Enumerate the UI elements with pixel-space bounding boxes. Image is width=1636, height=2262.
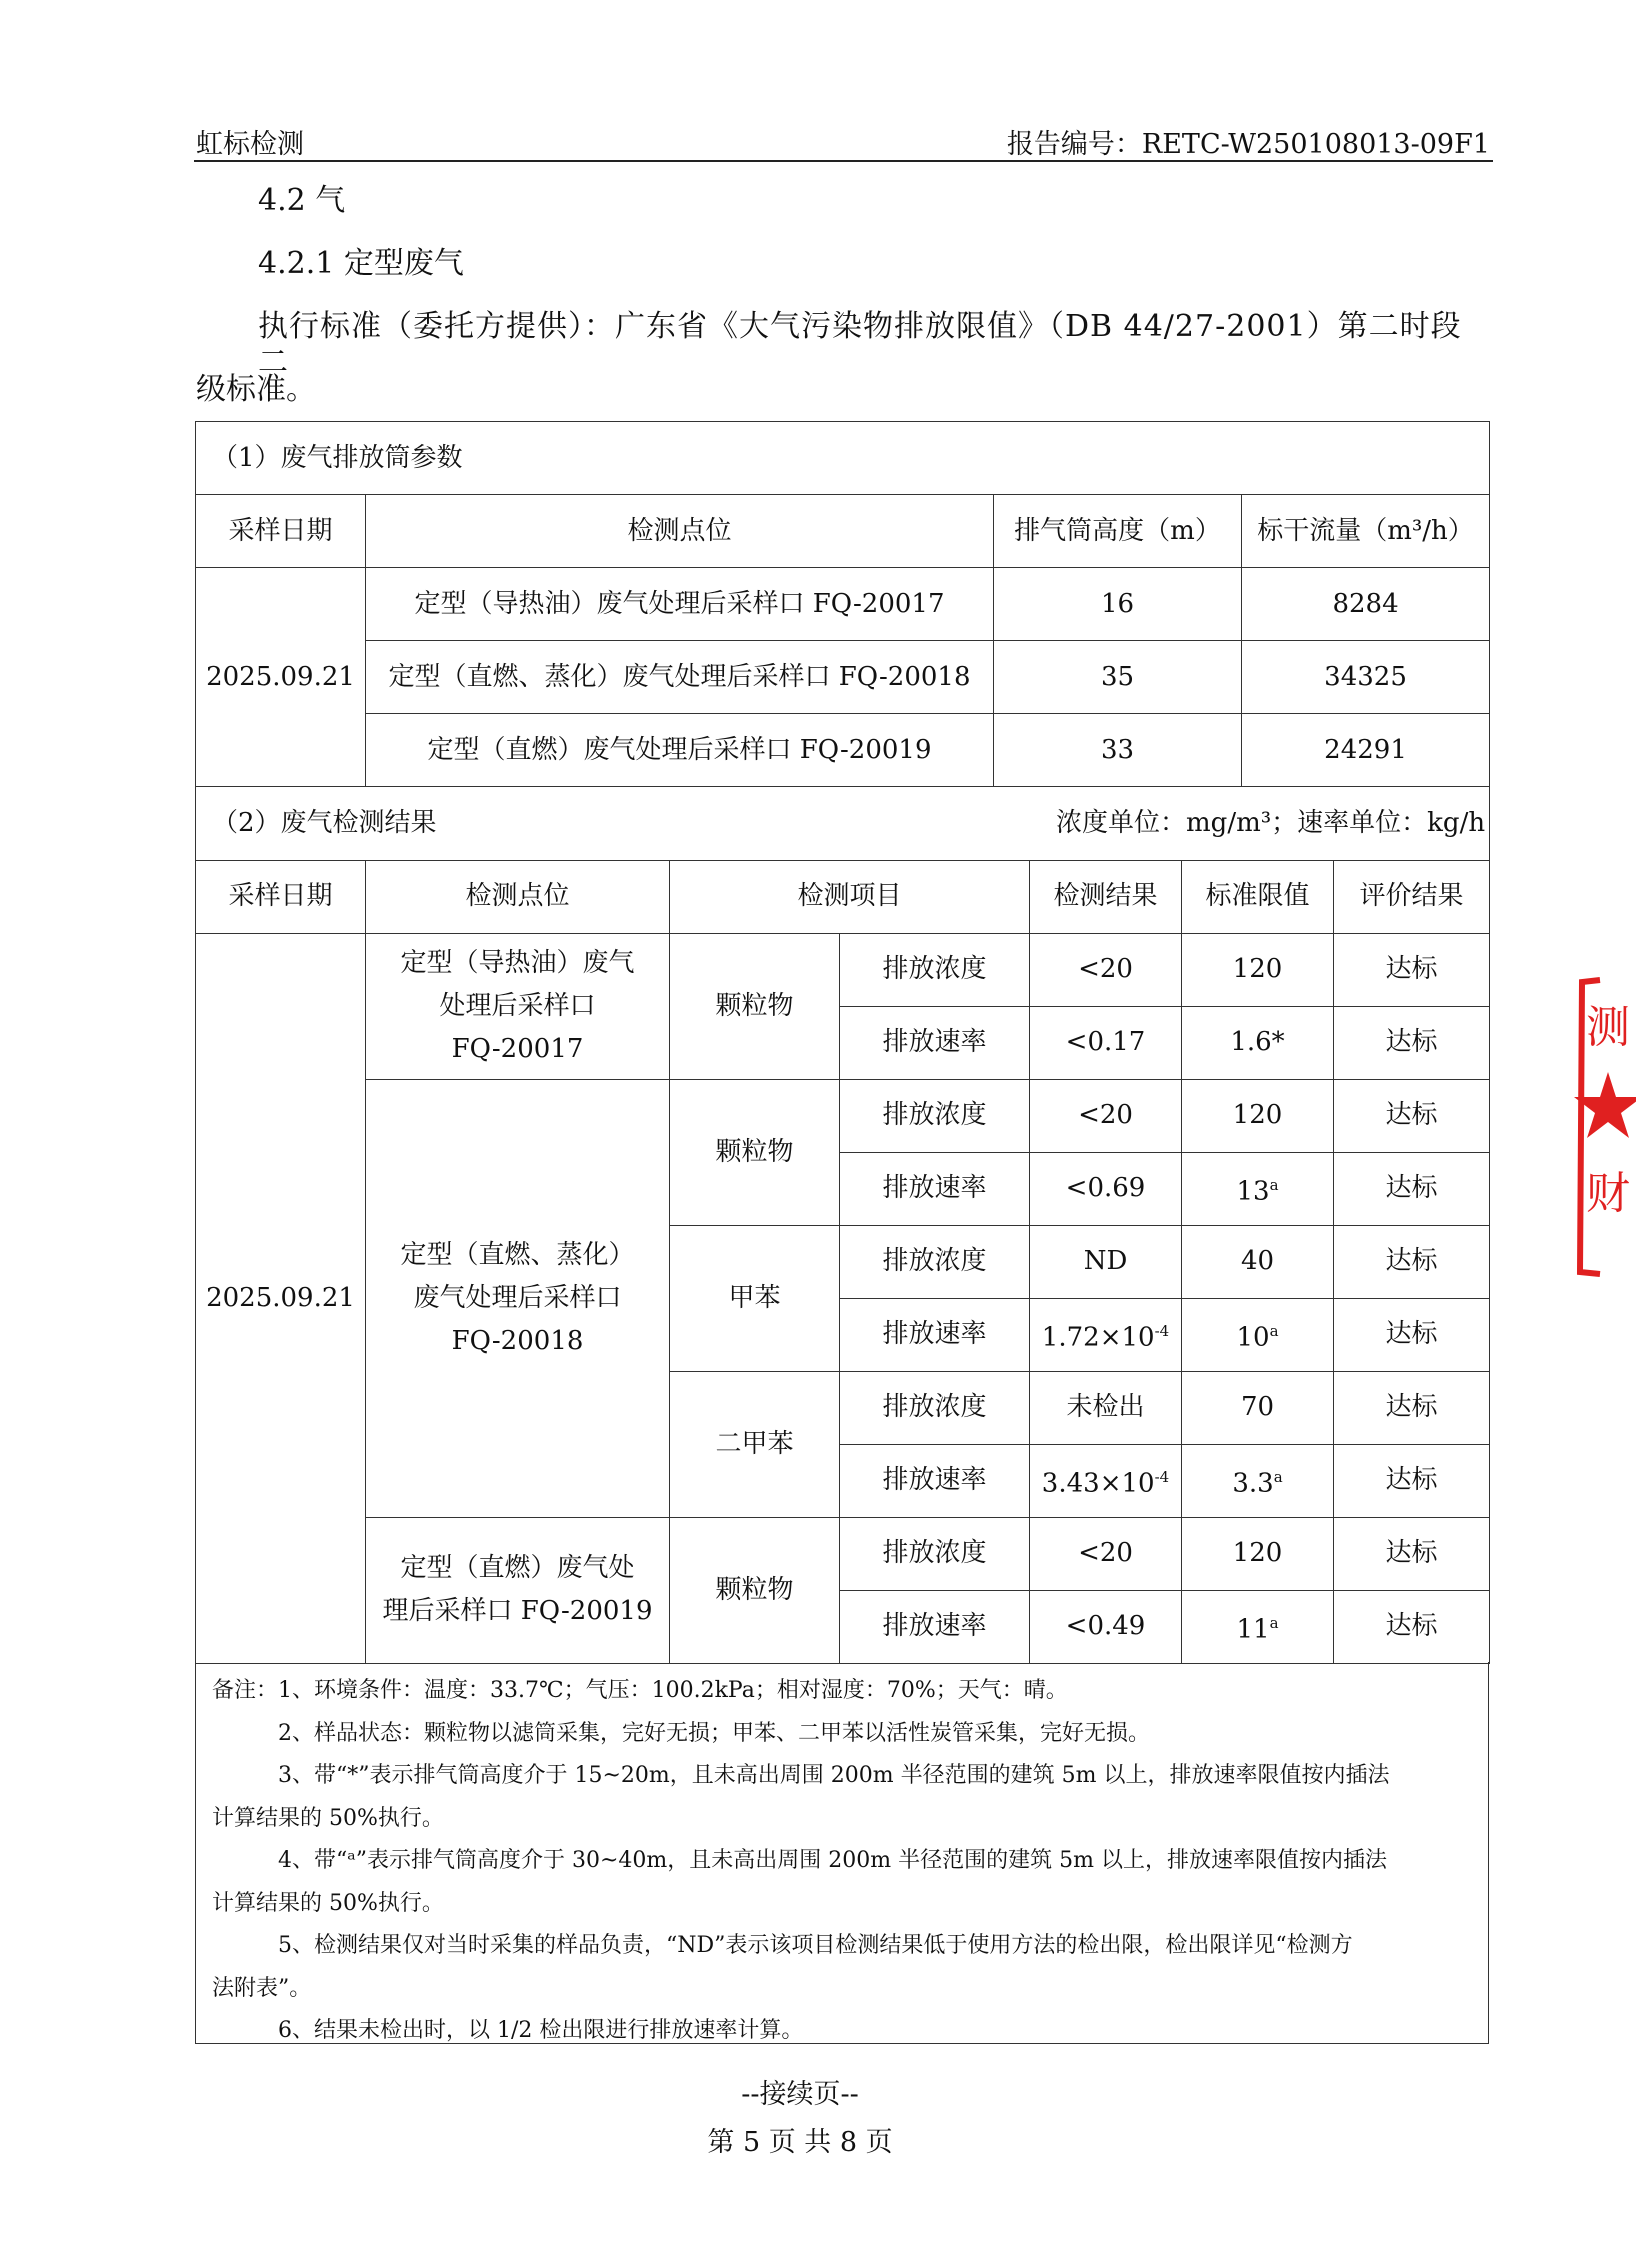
limit-text: 70 [1240,1392,1275,1422]
limit-value [1182,1444,1334,1517]
stack-parameter-table [195,421,1490,787]
note-5-cont: 法附表”。 [212,1975,312,2001]
limit-text: 120 [1232,1100,1283,1130]
table1-height: 33 [994,714,1242,787]
table1-flow: 34325 [1242,641,1490,714]
eval-value: 达标 [1334,1006,1490,1079]
item-toluene: 甲苯 [670,1225,840,1371]
note-3: 3、带“*”表示排气筒高度介于 15~20m，且未高出周围 200m 半径范围的建筑 5m 以上，排放速率限值按内插法 [278,1763,1390,1788]
metric-conc: 排放浓度 [840,1079,1030,1152]
table-row [196,1079,1490,1152]
limit-value [1182,1371,1334,1444]
note-1: 备注：1、环境条件：温度：33.7℃；气压：100.2kPa；相对湿度：70%；天气：晴。 [212,1678,1068,1703]
notes-box [195,1662,1489,2044]
result-value: <20 [1030,1079,1182,1152]
eval-value: 达标 [1334,1225,1490,1298]
result-value [1030,1444,1182,1517]
table1-date: 2025.09.21 [196,568,366,787]
limit-sup: a [1269,1321,1279,1340]
table1-point: 定型（直燃、蒸化）废气处理后采样口 FQ-20018 [366,641,994,714]
table2-header-result: 检测结果 [1030,860,1182,933]
section-4-2-1: 4.2.1 定型废气 [258,246,464,281]
limit-value [1182,1517,1334,1590]
limit-value [1182,933,1334,1006]
point-line: 处理后采样口 [439,990,596,1021]
table2-point-fq20018 [366,1079,670,1517]
table1-flow: 8284 [1242,568,1490,641]
report-number: 报告编号：RETC-W250108013-09F1 [1006,129,1490,160]
note-5: 5、检测结果仅对当时采集的样品负责，“ND”表示该项目检测结果低于使用方法的检出限，检出限详见“检测方 [278,1933,1353,1958]
metric-rate: 排放速率 [840,1444,1030,1517]
table2-header-date: 采样日期 [196,860,366,933]
continue-marker: --接续页-- [741,2079,859,2110]
table1-header-height: 排气筒高度（m） [994,495,1242,568]
point-line: 定型（直燃、蒸化） [400,1239,635,1270]
exhaust-result-table [195,787,1490,1664]
limit-value [1182,1079,1334,1152]
eval-value: 达标 [1334,1079,1490,1152]
limit-text: 13 [1236,1176,1270,1207]
limit-text: 40 [1240,1246,1275,1276]
table-row [196,933,1490,1006]
result-value: <20 [1030,933,1182,1006]
page-number: 第 5 页 共 8 页 [707,2127,893,2158]
table2-header-item: 检测项目 [670,860,1030,933]
table2-point-fq20019 [366,1517,670,1663]
result-value: <0.69 [1030,1152,1182,1225]
limit-text: 3.3 [1232,1468,1274,1499]
stamp-char-2: 财 [1586,1168,1630,1219]
metric-rate: 排放速率 [840,1006,1030,1079]
eval-value: 达标 [1334,1152,1490,1225]
limit-text: 120 [1232,954,1283,984]
table2-header-limit: 标准限值 [1182,860,1334,933]
point-line: FQ-20018 [451,1325,584,1356]
table2-units: 浓度单位：mg/m³；速率单位：kg/h [1056,807,1486,838]
eval-value: 达标 [1334,1298,1490,1371]
header-divider [194,160,1493,162]
limit-text: 10 [1236,1322,1270,1353]
result-value: <0.49 [1030,1590,1182,1663]
limit-sup: a [1269,1613,1279,1632]
limit-value [1182,1225,1334,1298]
metric-conc: 排放浓度 [840,933,1030,1006]
table2-header-eval: 评价结果 [1334,860,1490,933]
table-row [196,568,1490,641]
table-row [196,714,1490,787]
metric-rate: 排放速率 [840,1152,1030,1225]
seal-stamp-icon [1556,972,1636,1282]
table1-title: （1）废气排放筒参数 [196,422,1490,495]
result-value: ND [1030,1225,1182,1298]
table1-header-flow: 标干流量（m³/h） [1242,495,1490,568]
table1-height: 16 [994,568,1242,641]
limit-value [1182,1590,1334,1663]
result-text: 1.72×10 [1041,1322,1155,1353]
table-row [196,1517,1490,1590]
metric-rate: 排放速率 [840,1590,1030,1663]
eval-value: 达标 [1334,1444,1490,1517]
company-name: 虹标检测 [196,129,304,160]
point-line: 理后采样口 FQ-20019 [382,1596,653,1626]
eval-value: 达标 [1334,1517,1490,1590]
table1-header-date: 采样日期 [196,495,366,568]
table1-height: 35 [994,641,1242,714]
table2-header-point: 检测点位 [366,860,670,933]
metric-conc: 排放浓度 [840,1517,1030,1590]
result-value [1030,1298,1182,1371]
standard-text-line2: 级标准。 [196,372,316,407]
note-4: 4、带“ᵃ”表示排气筒高度介于 30~40m，且未高出周围 200m 半径范围的建筑 5m 以上，排放速率限值按内插法 [278,1848,1387,1873]
note-4-cont: 计算结果的 50%执行。 [212,1890,444,1916]
note-6: 6、结果未检出时，以 1/2 检出限进行排放速率计算。 [278,2018,804,2043]
table2-title-cell [196,787,1490,860]
table1-point: 定型（直燃）废气处理后采样口 FQ-20019 [366,714,994,787]
note-3-cont: 计算结果的 50%执行。 [212,1805,444,1831]
table2-point-fq20017 [366,933,670,1079]
metric-conc: 排放浓度 [840,1225,1030,1298]
eval-value: 达标 [1334,1590,1490,1663]
section-4-2: 4.2 气 [258,183,346,218]
item-particulate: 颗粒物 [670,933,840,1079]
point-line: 定型（直燃）废气处 [400,1553,635,1583]
eval-value: 达标 [1334,933,1490,1006]
eval-value: 达标 [1334,1371,1490,1444]
result-sup: -4 [1154,1321,1170,1340]
limit-sup: a [1273,1467,1283,1486]
result-text: 3.43×10 [1041,1468,1155,1499]
point-line: FQ-20017 [451,1033,584,1064]
result-value: <20 [1030,1517,1182,1590]
limit-text: 11 [1236,1614,1270,1645]
standard-text-line1: 执行标准（委托方提供）：广东省《大气污染物排放限值》（DB 44/27-2001）第二时段二 [258,309,1462,380]
metric-conc: 排放浓度 [840,1371,1030,1444]
limit-value [1182,1298,1334,1371]
table1-point: 定型（导热油）废气处理后采样口 FQ-20017 [366,568,994,641]
result-value: <0.17 [1030,1006,1182,1079]
limit-text: 120 [1232,1538,1283,1568]
table-row [196,641,1490,714]
result-value: 未检出 [1030,1371,1182,1444]
metric-rate: 排放速率 [840,1298,1030,1371]
limit-sup: a [1269,1175,1279,1194]
note-2: 2、样品状态：颗粒物以滤筒采集，完好无损；甲苯、二甲苯以活性炭管采集，完好无损。 [278,1720,1151,1746]
limit-value [1182,1152,1334,1225]
stamp-char-1: 测 [1586,1002,1630,1053]
table2-title: （2）废气检测结果 [212,807,437,838]
result-sup: -4 [1154,1467,1170,1486]
item-particulate: 颗粒物 [670,1079,840,1225]
point-line: 废气处理后采样口 [413,1282,622,1313]
limit-value [1182,1006,1334,1079]
table2-date: 2025.09.21 [196,933,366,1663]
table1-header-point: 检测点位 [366,495,994,568]
item-particulate: 颗粒物 [670,1517,840,1663]
table1-flow: 24291 [1242,714,1490,787]
item-xylene: 二甲苯 [670,1371,840,1517]
limit-text: 1.6* [1230,1027,1285,1057]
point-line: 定型（导热油）废气 [400,947,635,978]
